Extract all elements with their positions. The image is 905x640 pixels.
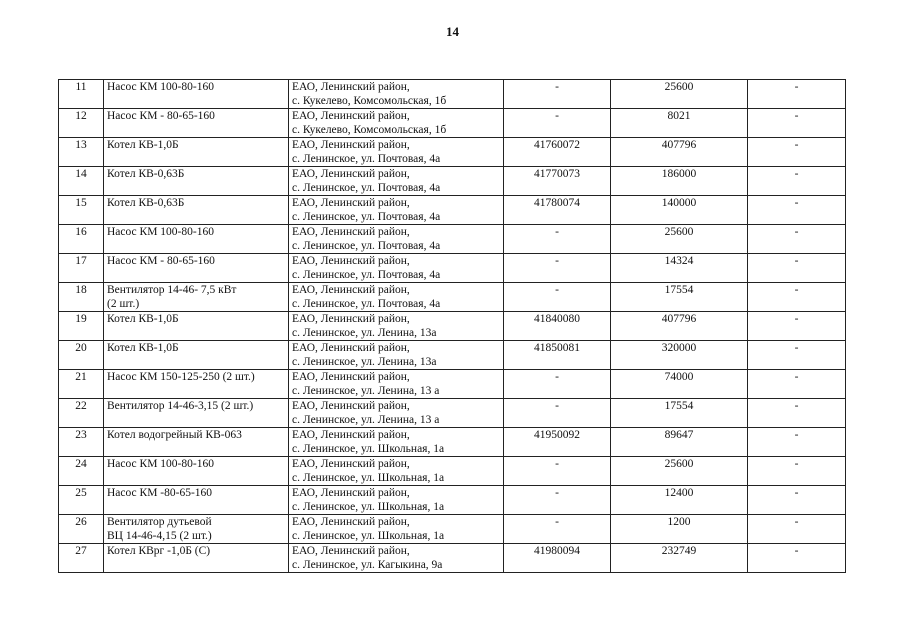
address-cell-line-1: ЕАО, Ленинский район,	[292, 545, 410, 557]
equipment-name-cell-line-1: Котел КВ-1,0Б	[107, 342, 179, 354]
table-row	[59, 312, 846, 341]
cost-cell: 407796	[611, 312, 748, 341]
inventory-number-cell: 41980094	[504, 544, 611, 573]
equipment-name-cell	[104, 167, 289, 196]
table-row	[59, 254, 846, 283]
address-cell-line-2: с. Ленинское, ул. Ленина, 13а	[292, 327, 437, 339]
inventory-number-cell: -	[504, 283, 611, 312]
inventory-number-cell: -	[504, 225, 611, 254]
equipment-name-cell-line-1: Насос КМ -80-65-160	[107, 487, 213, 499]
inventory-number-cell: 41840080	[504, 312, 611, 341]
address-cell-line-2: с. Ленинское, ул. Почтовая, 4а	[292, 269, 441, 281]
address-cell-line-1: ЕАО, Ленинский район,	[292, 400, 410, 412]
equipment-name-cell-line-1: Вентилятор 14-46-3,15 (2 шт.)	[107, 400, 254, 412]
address-cell-line-2: с. Кукелево, Комсомольская, 1б	[292, 95, 447, 107]
extra-cell: -	[748, 486, 846, 515]
equipment-name-cell	[104, 428, 289, 457]
address-cell	[289, 196, 504, 225]
address-cell-line-1: ЕАО, Ленинский район,	[292, 458, 410, 470]
inventory-number-cell: -	[504, 486, 611, 515]
address-cell-line-1: ЕАО, Ленинский район,	[292, 516, 410, 528]
equipment-name-cell	[104, 312, 289, 341]
cost-cell: 232749	[611, 544, 748, 573]
equipment-name-cell	[104, 109, 289, 138]
cost-cell: 25600	[611, 457, 748, 486]
address-cell-line-2: с. Ленинское, ул. Почтовая, 4а	[292, 211, 441, 223]
row-number-cell: 12	[59, 109, 104, 138]
equipment-name-cell-line-1: Насос КМ - 80-65-160	[107, 110, 215, 122]
row-number-cell: 14	[59, 167, 104, 196]
table-row	[59, 225, 846, 254]
extra-cell: -	[748, 457, 846, 486]
equipment-name-cell-line-1: Вентилятор 14-46- 7,5 кВт	[107, 284, 237, 296]
address-cell	[289, 283, 504, 312]
inventory-number-cell: -	[504, 515, 611, 544]
table-row	[59, 196, 846, 225]
equipment-name-cell-line-2: ВЦ 14-46-4,15 (2 шт.)	[107, 530, 212, 542]
address-cell	[289, 370, 504, 399]
cost-cell: 17554	[611, 399, 748, 428]
address-cell	[289, 167, 504, 196]
address-cell-line-1: ЕАО, Ленинский район,	[292, 371, 410, 383]
table-row	[59, 399, 846, 428]
inventory-number-cell: 41780074	[504, 196, 611, 225]
inventory-number-cell: -	[504, 254, 611, 283]
row-number-cell: 19	[59, 312, 104, 341]
inventory-number-cell: 41770073	[504, 167, 611, 196]
table-row	[59, 544, 846, 573]
extra-cell: -	[748, 167, 846, 196]
cost-cell: 25600	[611, 80, 748, 109]
cost-cell: 25600	[611, 225, 748, 254]
equipment-name-cell	[104, 225, 289, 254]
address-cell-line-1: ЕАО, Ленинский район,	[292, 197, 410, 209]
address-cell	[289, 225, 504, 254]
address-cell-line-1: ЕАО, Ленинский район,	[292, 313, 410, 325]
address-cell-line-1: ЕАО, Ленинский район,	[292, 255, 410, 267]
row-number-cell: 20	[59, 341, 104, 370]
row-number-cell: 18	[59, 283, 104, 312]
cost-cell: 320000	[611, 341, 748, 370]
equipment-name-cell-line-1: Насос КМ 100-80-160	[107, 226, 214, 238]
equipment-name-cell-line-2: (2 шт.)	[107, 298, 140, 310]
address-cell-line-1: ЕАО, Ленинский район,	[292, 342, 410, 354]
table-row	[59, 457, 846, 486]
table-row	[59, 341, 846, 370]
address-cell-line-2: с. Ленинское, ул. Школьная, 1а	[292, 443, 445, 455]
address-cell-line-1: ЕАО, Ленинский район,	[292, 284, 410, 296]
row-number-cell: 26	[59, 515, 104, 544]
row-number-cell: 22	[59, 399, 104, 428]
address-cell	[289, 544, 504, 573]
extra-cell: -	[748, 515, 846, 544]
table-row	[59, 138, 846, 167]
inventory-number-cell: 41760072	[504, 138, 611, 167]
address-cell-line-1: ЕАО, Ленинский район,	[292, 139, 410, 151]
equipment-name-cell-line-1: Котел КВ-1,0Б	[107, 139, 179, 151]
address-cell-line-2: с. Ленинское, ул. Школьная, 1а	[292, 530, 445, 542]
address-cell	[289, 341, 504, 370]
address-cell-line-2: с. Ленинское, ул. Почтовая, 4а	[292, 153, 441, 165]
table-row	[59, 80, 846, 109]
cost-cell: 407796	[611, 138, 748, 167]
table-row	[59, 370, 846, 399]
table-row	[59, 167, 846, 196]
equipment-name-cell	[104, 196, 289, 225]
equipment-name-cell	[104, 283, 289, 312]
equipment-name-cell-line-1: Насос КМ 100-80-160	[107, 81, 214, 93]
equipment-name-cell	[104, 544, 289, 573]
cost-cell: 186000	[611, 167, 748, 196]
address-cell-line-2: с. Ленинское, ул. Почтовая, 4а	[292, 182, 441, 194]
equipment-name-cell	[104, 457, 289, 486]
address-cell-line-2: с. Ленинское, ул. Ленина, 13а	[292, 356, 437, 368]
equipment-name-cell-line-1: Вентилятор дутьевой	[107, 516, 212, 528]
equipment-name-cell-line-1: Насос КМ - 80-65-160	[107, 255, 215, 267]
address-cell-line-2: с. Кукелево, Комсомольская, 1б	[292, 124, 447, 136]
row-number-cell: 23	[59, 428, 104, 457]
address-cell-line-1: ЕАО, Ленинский район,	[292, 110, 410, 122]
address-cell-line-1: ЕАО, Ленинский район,	[292, 429, 410, 441]
table-body	[59, 80, 846, 573]
address-cell-line-2: с. Ленинское, ул. Кагыкина, 9а	[292, 559, 443, 571]
table-row	[59, 515, 846, 544]
cost-cell: 74000	[611, 370, 748, 399]
equipment-name-cell-line-1: Котел КВрг -1,0Б (С)	[107, 545, 211, 557]
extra-cell: -	[748, 544, 846, 573]
assets-table	[58, 79, 846, 573]
address-cell	[289, 399, 504, 428]
row-number-cell: 27	[59, 544, 104, 573]
inventory-number-cell: -	[504, 457, 611, 486]
table-row	[59, 428, 846, 457]
equipment-name-cell	[104, 254, 289, 283]
extra-cell: -	[748, 312, 846, 341]
equipment-name-cell	[104, 341, 289, 370]
address-cell	[289, 515, 504, 544]
row-number-cell: 16	[59, 225, 104, 254]
address-cell-line-1: ЕАО, Ленинский район,	[292, 226, 410, 238]
equipment-name-cell	[104, 399, 289, 428]
row-number-cell: 25	[59, 486, 104, 515]
equipment-name-cell	[104, 515, 289, 544]
address-cell	[289, 312, 504, 341]
address-cell	[289, 486, 504, 515]
address-cell	[289, 138, 504, 167]
inventory-number-cell: -	[504, 399, 611, 428]
equipment-name-cell	[104, 80, 289, 109]
equipment-name-cell-line-1: Котел водогрейный КВ-063	[107, 429, 242, 441]
equipment-name-cell	[104, 370, 289, 399]
extra-cell: -	[748, 109, 846, 138]
address-cell-line-1: ЕАО, Ленинский район,	[292, 81, 410, 93]
extra-cell: -	[748, 283, 846, 312]
extra-cell: -	[748, 254, 846, 283]
address-cell-line-2: с. Ленинское, ул. Ленина, 13 а	[292, 385, 440, 397]
address-cell-line-2: с. Ленинское, ул. Почтовая, 4а	[292, 298, 441, 310]
address-cell-line-2: с. Ленинское, ул. Школьная, 1а	[292, 472, 445, 484]
address-cell-line-1: ЕАО, Ленинский район,	[292, 168, 410, 180]
extra-cell: -	[748, 80, 846, 109]
extra-cell: -	[748, 428, 846, 457]
address-cell-line-2: с. Ленинское, ул. Почтовая, 4а	[292, 240, 441, 252]
address-cell	[289, 254, 504, 283]
equipment-name-cell-line-1: Котел КВ-0,63Б	[107, 168, 185, 180]
row-number-cell: 24	[59, 457, 104, 486]
row-number-cell: 17	[59, 254, 104, 283]
cost-cell: 14324	[611, 254, 748, 283]
address-cell-line-2: с. Ленинское, ул. Ленина, 13 а	[292, 414, 440, 426]
extra-cell: -	[748, 341, 846, 370]
address-cell	[289, 109, 504, 138]
row-number-cell: 11	[59, 80, 104, 109]
equipment-name-cell	[104, 138, 289, 167]
address-cell	[289, 457, 504, 486]
address-cell	[289, 428, 504, 457]
address-cell-line-1: ЕАО, Ленинский район,	[292, 487, 410, 499]
row-number-cell: 13	[59, 138, 104, 167]
inventory-number-cell: -	[504, 80, 611, 109]
inventory-number-cell: 41950092	[504, 428, 611, 457]
address-cell	[289, 80, 504, 109]
inventory-number-cell: 41850081	[504, 341, 611, 370]
inventory-number-cell: -	[504, 370, 611, 399]
extra-cell: -	[748, 370, 846, 399]
table-row	[59, 109, 846, 138]
equipment-name-cell-line-1: Насос КМ 150-125-250 (2 шт.)	[107, 371, 255, 383]
cost-cell: 1200	[611, 515, 748, 544]
cost-cell: 89647	[611, 428, 748, 457]
equipment-name-cell	[104, 486, 289, 515]
extra-cell: -	[748, 225, 846, 254]
inventory-number-cell: -	[504, 109, 611, 138]
row-number-cell: 15	[59, 196, 104, 225]
page-number: 14	[446, 24, 459, 39]
extra-cell: -	[748, 399, 846, 428]
table-row	[59, 486, 846, 515]
cost-cell: 12400	[611, 486, 748, 515]
extra-cell: -	[748, 138, 846, 167]
extra-cell: -	[748, 196, 846, 225]
cost-cell: 17554	[611, 283, 748, 312]
cost-cell: 8021	[611, 109, 748, 138]
address-cell-line-2: с. Ленинское, ул. Школьная, 1а	[292, 501, 445, 513]
equipment-name-cell-line-1: Котел КВ-1,0Б	[107, 313, 179, 325]
equipment-name-cell-line-1: Насос КМ 100-80-160	[107, 458, 214, 470]
row-number-cell: 21	[59, 370, 104, 399]
table-row	[59, 283, 846, 312]
cost-cell: 140000	[611, 196, 748, 225]
equipment-name-cell-line-1: Котел КВ-0,63Б	[107, 197, 185, 209]
